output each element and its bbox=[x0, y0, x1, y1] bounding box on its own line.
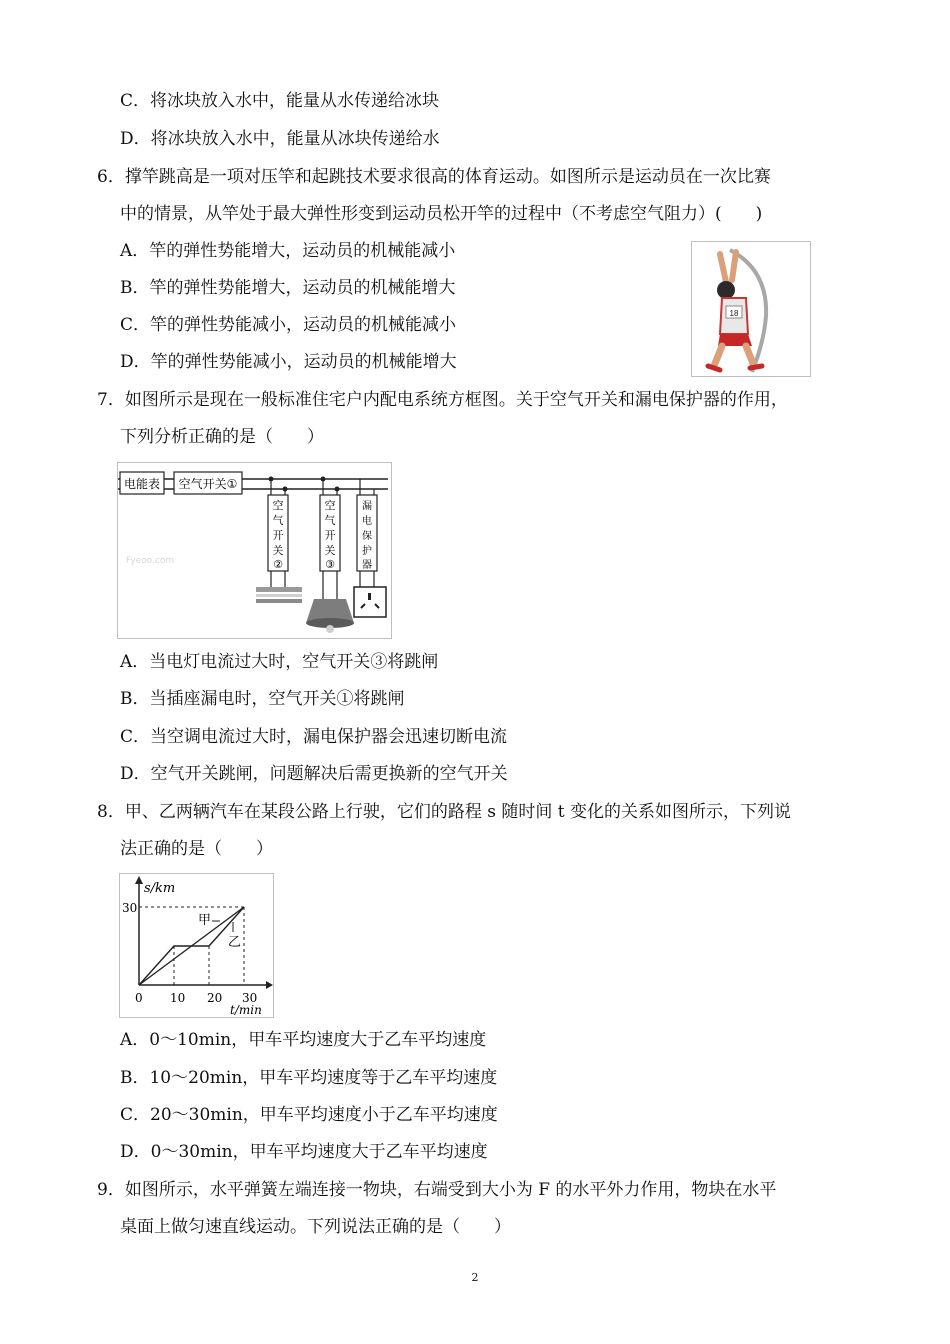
bib-number: 18 bbox=[729, 309, 739, 318]
pole-vault-photo bbox=[691, 241, 811, 377]
q8-option-c: C．20～30min，甲车平均速度小于乙车平均速度 bbox=[120, 1105, 498, 1125]
q7-option-c: C．当空调电流过大时，漏电保护器会迅速切断电流 bbox=[120, 727, 508, 747]
q8-stem-line1: 8．甲、乙两辆汽车在某段公路上行驶，它们的路程 s 随时间 t 变化的关系如图所示，下列说 bbox=[97, 802, 791, 822]
protector-char: 电 bbox=[362, 516, 372, 527]
switch-2-char: 关 bbox=[272, 544, 284, 557]
q7-option-b: B．当插座漏电时，空气开关①将跳闸 bbox=[120, 689, 405, 709]
y-tick-label: 30 bbox=[122, 901, 138, 915]
x-tick-label: 30 bbox=[242, 991, 258, 1005]
switch-3-char: 关 bbox=[324, 544, 336, 557]
protector-char: 器 bbox=[362, 560, 372, 571]
socket-icon bbox=[354, 587, 386, 617]
q6-option-b: B．竿的弹性势能增大，运动员的机械能增大 bbox=[120, 278, 456, 298]
lamp-icon bbox=[306, 599, 354, 633]
x-axis-label: t/min bbox=[230, 1003, 262, 1017]
x-tick-label: 10 bbox=[170, 991, 186, 1005]
protector-char: 漏 bbox=[362, 501, 372, 512]
switch-3-char: 开 bbox=[324, 529, 336, 542]
series-label-jia: 甲 bbox=[198, 913, 212, 928]
q6-option-d: D．竿的弹性势能减小，运动员的机械能增大 bbox=[120, 352, 457, 372]
q8-stem-line2: 法正确的是（ ） bbox=[120, 839, 273, 859]
switch-3-char: 空 bbox=[324, 499, 336, 512]
series-label-yi: 乙 bbox=[228, 935, 242, 950]
x-tick-label: 0 bbox=[135, 991, 143, 1005]
switch-2-char: ② bbox=[273, 558, 283, 571]
protector-char: 保 bbox=[362, 531, 372, 542]
distance-time-chart bbox=[119, 873, 274, 1018]
q7-option-d: D．空气开关跳闸，问题解决后需更换新的空气开关 bbox=[120, 764, 508, 784]
main-switch-label: 空气开关① bbox=[178, 477, 238, 491]
q6-stem-line1: 6．撑竿跳高是一项对压竿和起跳技术要求很高的体育运动。如图所示是运动员在一次比赛 bbox=[97, 167, 771, 187]
q8-option-b: B．10～20min，甲车平均速度等于乙车平均速度 bbox=[120, 1068, 498, 1088]
air-conditioner-icon bbox=[256, 587, 302, 603]
q7-stem-line2: 下列分析正确的是（ ） bbox=[120, 427, 324, 447]
switch-3-char: 气 bbox=[324, 514, 336, 527]
prev-option-d: D．将冰块放入水中，能量从冰块传递给水 bbox=[120, 129, 440, 149]
switch-2-char: 开 bbox=[272, 529, 284, 542]
page-number: 2 bbox=[471, 1271, 479, 1284]
athlete-arms bbox=[720, 252, 736, 282]
switch-3-char: ③ bbox=[325, 558, 335, 571]
protector-char: 护 bbox=[362, 546, 372, 557]
q6-option-c: C．竿的弹性势能减小，运动员的机械能减小 bbox=[120, 315, 457, 335]
q8-option-a: A．0～10min，甲车平均速度大于乙车平均速度 bbox=[120, 1030, 487, 1050]
q8-option-d: D．0～30min，甲车平均速度大于乙车平均速度 bbox=[120, 1142, 488, 1162]
switch-2-char: 空 bbox=[272, 499, 284, 512]
switch-2-char: 气 bbox=[272, 514, 284, 527]
q7-stem-line1: 7．如图所示是现在一般标准住宅户内配电系统方框图。关于空气开关和漏电保护器的作用， bbox=[97, 390, 788, 410]
q6-option-a: A．竿的弹性势能增大，运动员的机械能减小 bbox=[120, 241, 456, 261]
q9-stem-line2: 桌面上做匀速直线运动。下列说法正确的是（ ） bbox=[120, 1217, 511, 1237]
q6-stem-line2: 中的情景，从竿处于最大弹性形变到运动员松开竿的过程中（不考虑空气阻力）( ) bbox=[120, 204, 763, 224]
wiring-diagram bbox=[117, 462, 392, 639]
q9-stem-line1: 9．如图所示，水平弹簧左端连接一物块，右端受到大小为 F 的水平外力作用，物块在水平 bbox=[97, 1180, 777, 1200]
prev-option-c: C．将冰块放入水中，能量从水传递给冰块 bbox=[120, 91, 440, 111]
y-axis-label: s/km bbox=[144, 881, 176, 896]
q7-option-a: A．当电灯电流过大时，空气开关③将跳闸 bbox=[120, 652, 439, 672]
meter-label: 电能表 bbox=[123, 477, 161, 491]
watermark-text: Fyeoo.com bbox=[126, 556, 175, 566]
x-tick-label: 20 bbox=[207, 991, 223, 1005]
athlete-legs bbox=[714, 346, 754, 366]
athlete-head bbox=[717, 281, 735, 299]
